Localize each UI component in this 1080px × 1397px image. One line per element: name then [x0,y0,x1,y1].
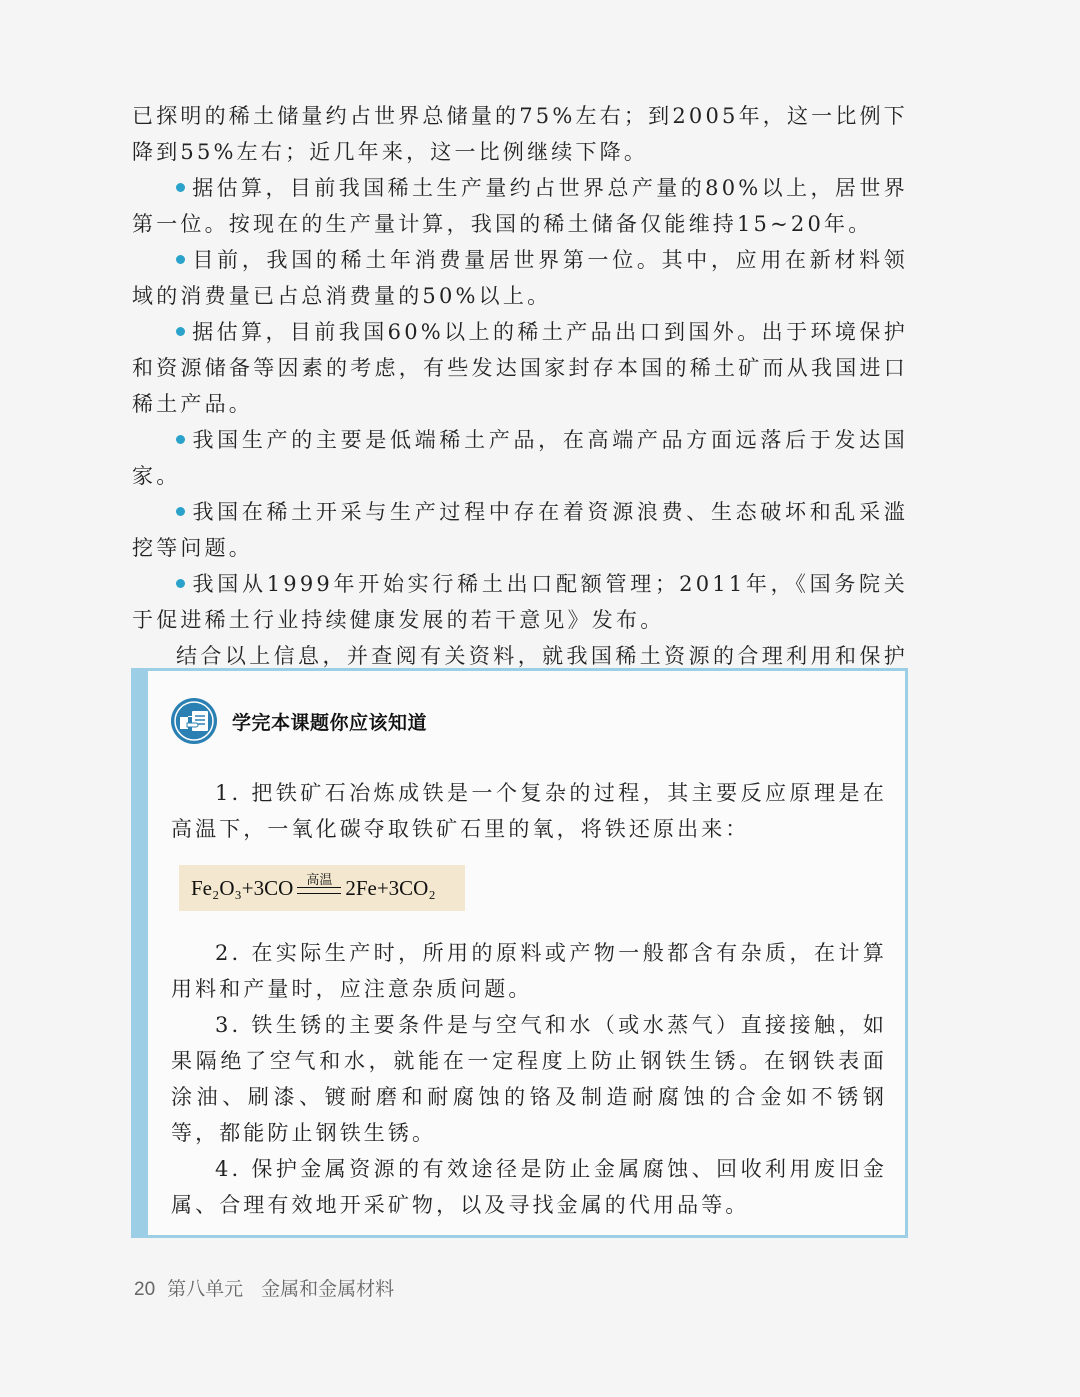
chemical-equation [179,865,465,911]
equation-condition: 高温 [306,871,333,887]
summary-box [131,668,908,1238]
double-line-icon [297,887,341,894]
bullet-paragraph [132,170,908,242]
hand-with-document-icon [170,697,218,745]
bullet-dot-icon [176,183,185,192]
bullet-text: 目前，我国的稀土年消费量居世界第一位。其中，应用在新材料领域的消费量已占总消费量的50%以上。 [132,248,908,308]
bullet-text: 我国从1999年开始实行稀土出口配额管理；2011年，《国务院关于促进稀土行业持续健康发展的若干意见》发布。 [132,572,908,632]
bullet-paragraph [132,242,908,314]
chapter-title: 金属和金属材料 [261,1279,395,1300]
summary-item-2: 2. 在实际生产时，所用的原料或产物一般都含有杂质，在计算用料和产量时，应注意杂质问题。 [171,941,887,1001]
bullet-paragraph [132,494,908,566]
paragraph: 结合以上信息，并查阅有关资料，就我国稀土资源的合理利用和保护 [176,644,908,668]
box-title: 学完本课题你应该知道 [232,712,428,734]
bullet-dot-icon [176,579,185,588]
bullet-paragraph [132,422,908,494]
equation-left: Fe₂O₃+3CO [191,875,294,900]
bullet-dot-icon [176,507,185,516]
bullet-dot-icon [176,435,185,444]
page-footer [134,1274,394,1301]
bullet-paragraph [132,566,908,638]
bullet-dot-icon [176,255,185,264]
box-stripe [134,671,148,1235]
bullet-text: 我国在稀土开采与生产过程中存在着资源浪费、生态破坏和乱采滥挖等问题。 [132,500,908,560]
bullet-text: 我国生产的主要是低端稀土产品，在高端产品方面远落后于发达国家。 [132,428,908,488]
equation-arrow [297,873,341,894]
box-body [171,775,887,1223]
upper-text [132,98,908,710]
bullet-text: 据估算，目前我国60%以上的稀土产品出口到国外。出于环境保护和资源储备等因素的考虑，有些发达国家封存本国的稀土矿而从我国进口稀土产品。 [132,320,908,416]
box-header [170,697,570,745]
bullet-dot-icon [176,327,185,336]
page-number: 20 [134,1279,156,1300]
bullet-text: 据估算，目前我国稀土生产量约占世界总产量的80%以上，居世界第一位。按现在的生产量计算，我国的稀土储备仅能维持15~20年。 [132,176,908,236]
equation-right: 2Fe+3CO₂ [345,875,436,900]
summary-item-3: 3. 铁生锈的主要条件是与空气和水（或水蒸气）直接接触，如果隔绝了空气和水，就能在一定程度上防止钢铁生锈。在钢铁表面涂油、刷漆、镀耐磨和耐腐蚀的铬及制造耐腐蚀的合金如不锈钢等，都能防止钢铁生锈。 [171,1013,887,1145]
paragraph: 已探明的稀土储量约占世界总储量的75%左右；到2005年，这一比例下降到55%左右；近几年来，这一比例继续下降。 [132,104,908,164]
summary-item-1: 1. 把铁矿石冶炼成铁是一个复杂的过程，其主要反应原理是在高温下，一氧化碳夺取铁矿石里的氧，将铁还原出来： [171,781,887,841]
bullet-paragraph [132,314,908,422]
unit-label: 第八单元 [167,1279,244,1300]
summary-item-4: 4. 保护金属资源的有效途径是防止金属腐蚀、回收利用废旧金属、合理有效地开采矿物，以及寻找金属的代用品等。 [171,1157,887,1217]
